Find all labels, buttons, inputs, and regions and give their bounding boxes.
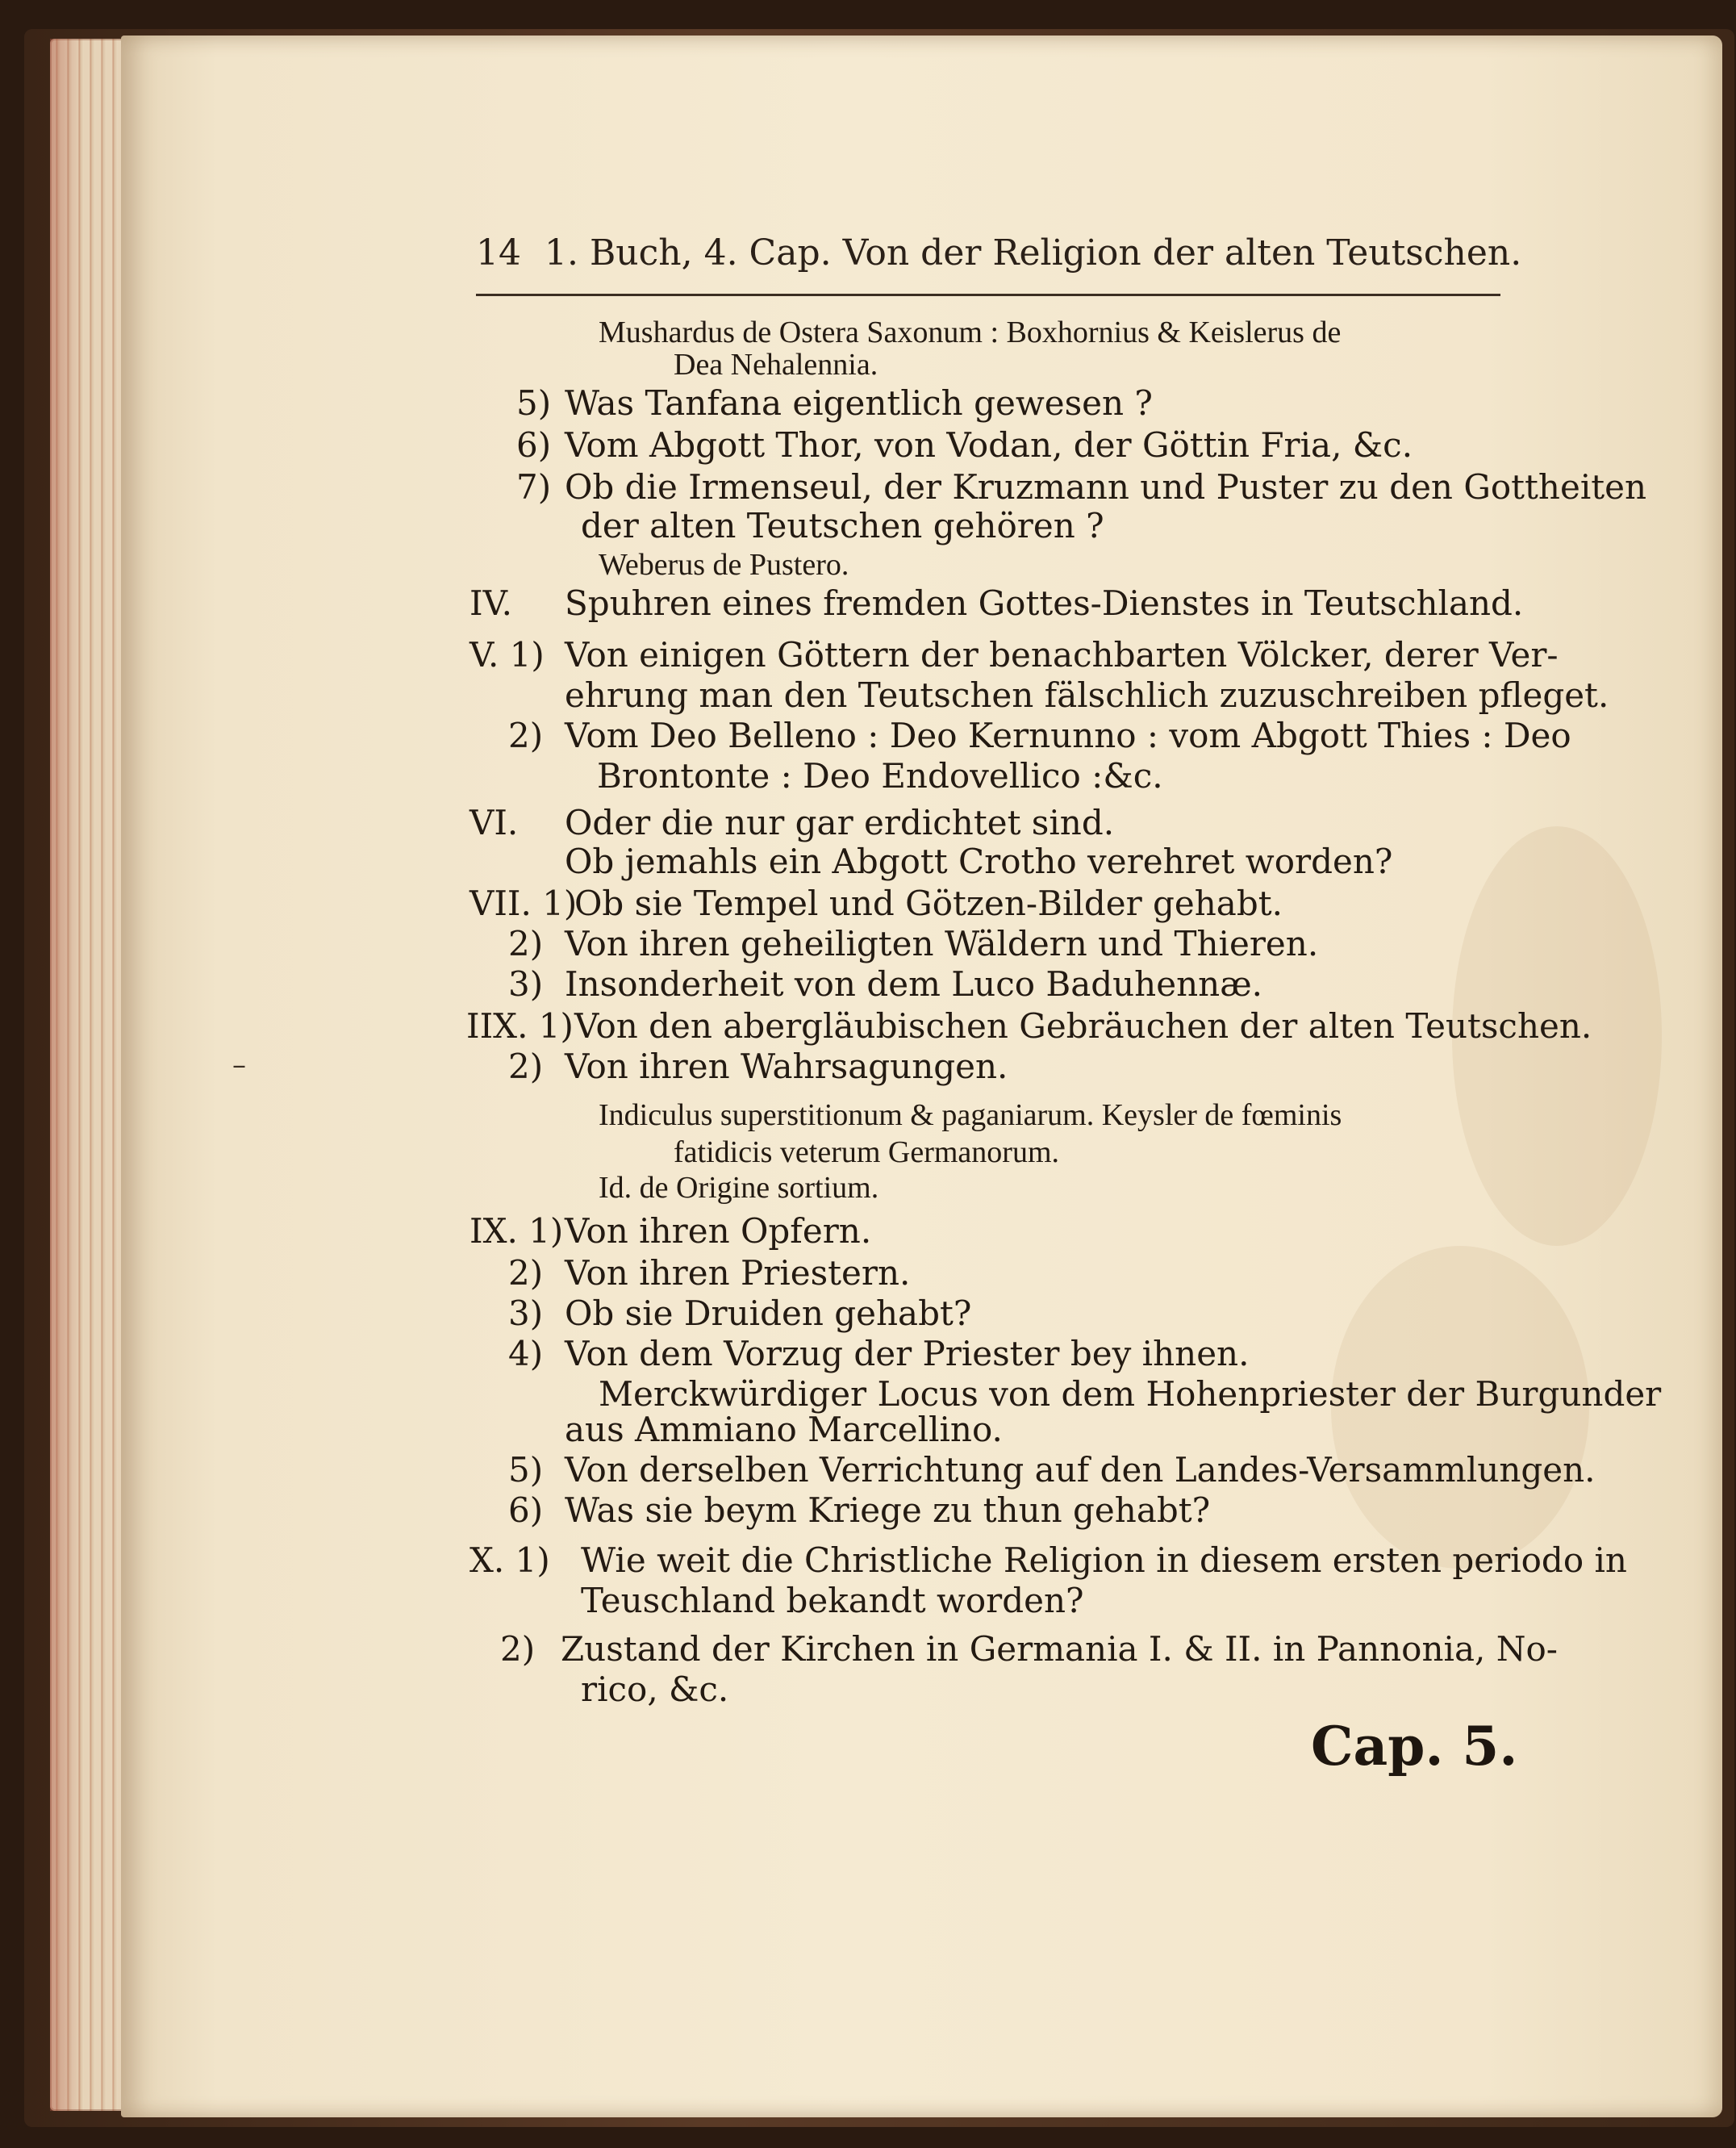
entry-number: 6) <box>516 425 552 465</box>
toc-line: Wie weit die Christliche Religion in diesem ersten periodo in <box>581 1540 1627 1580</box>
running-head <box>476 228 1522 276</box>
margin-mark: – <box>232 1049 246 1081</box>
entry-number: 2) <box>508 716 544 755</box>
toc-line: fatidicis veterum Germanorum. <box>674 1135 1060 1169</box>
toc-line: Weberus de Pustero. <box>599 548 849 582</box>
toc-line: rico, &c. <box>581 1670 729 1709</box>
toc-line: Indiculus superstitionum & paganiarum. Keysler de fœminis <box>599 1098 1342 1132</box>
toc-line: Teuschland bekandt worden? <box>581 1581 1084 1620</box>
toc-line: Von einigen Göttern der benachbarten Völcker, derer Ver- <box>565 635 1559 675</box>
entry-number: 6) <box>508 1490 544 1530</box>
toc-line: Von ihren geheiligten Wäldern und Thieren. <box>565 924 1319 963</box>
toc-line: Von dem Vorzug der Priester bey ihnen. <box>565 1334 1250 1373</box>
toc-line: Spuhren eines fremden Gottes-Dienstes in Teutschland. <box>565 583 1524 623</box>
toc-line: Dea Nehalennia. <box>674 348 878 382</box>
toc-line: Von ihren Wahrsagungen. <box>565 1047 1008 1086</box>
toc-line: aus Ammiano Marcellino. <box>565 1410 1003 1449</box>
running-title: 1. Buch, 4. Cap. Von der Religion der alten Teutschen. <box>545 232 1522 274</box>
entry-number: 2) <box>500 1629 536 1669</box>
toc-line: Ob sie Druiden gehabt? <box>565 1293 972 1333</box>
entry-number: X. 1) <box>469 1540 550 1580</box>
toc-line: Von den abergläubischen Gebräuchen der alten Teutschen. <box>574 1006 1592 1046</box>
toc-line: Id. de Origine sortium. <box>599 1171 879 1205</box>
toc-line: Von derselben Verrichtung auf den Landes-Versammlungen. <box>565 1450 1596 1490</box>
toc-line: der alten Teutschen gehören ? <box>581 506 1104 545</box>
toc-line: ehrung man den Teutschen fälschlich zuzuschreiben pfleget. <box>565 675 1609 715</box>
header-rule <box>476 294 1500 296</box>
toc-line: Ob jemahls ein Abgott Crotho verehret worden? <box>565 842 1393 881</box>
toc-line: Was sie beym Kriege zu thun gehabt? <box>565 1490 1211 1530</box>
toc-line: Von ihren Priestern. <box>565 1253 911 1293</box>
toc-line: Von ihren Opfern. <box>565 1211 872 1251</box>
entry-number: 3) <box>508 1293 544 1333</box>
entry-number: IX. 1) <box>469 1211 564 1251</box>
entry-number: VII. 1) <box>469 884 578 923</box>
toc-line: Vom Deo Belleno : Deo Kernunno : vom Abgott Thies : Deo <box>565 716 1571 755</box>
toc-line: Vom Abgott Thor, von Vodan, der Göttin Fria, &c. <box>565 425 1413 465</box>
entry-number: 3) <box>508 964 544 1004</box>
entry-number: VI. <box>469 803 519 842</box>
page-number: 14 <box>476 232 521 274</box>
toc-line: Zustand der Kirchen in Germania I. & II. in Pannonia, No- <box>561 1629 1558 1669</box>
entry-number: 4) <box>508 1334 544 1373</box>
entry-number: 5) <box>508 1450 544 1490</box>
entry-number: 2) <box>508 1253 544 1293</box>
entry-number: IV. <box>469 583 512 623</box>
toc-line: Merckwürdiger Locus von dem Hohenpriester der Burgunder <box>599 1374 1662 1414</box>
toc-line: Ob die Irmenseul, der Kruzmann und Puster zu den Gottheiten <box>565 467 1647 507</box>
toc-line: Was Tanfana eigentlich gewesen ? <box>565 383 1153 423</box>
catchword: Cap. 5. <box>1311 1715 1518 1778</box>
entry-number: 7) <box>516 467 552 507</box>
entry-number: 2) <box>508 924 544 963</box>
entry-number: 2) <box>508 1047 544 1086</box>
toc-line: Mushardus de Ostera Saxonum : Boxhornius & Keislerus de <box>599 316 1342 349</box>
toc-line: Ob sie Tempel und Götzen-Bilder gehabt. <box>574 884 1283 923</box>
toc-line: Oder die nur gar erdichtet sind. <box>565 803 1115 842</box>
entry-number: V. 1) <box>469 635 545 675</box>
entry-number: 5) <box>516 383 552 423</box>
toc-line: Brontonte : Deo Endovellico :&c. <box>597 756 1163 796</box>
entry-number: IIX. 1) <box>466 1006 574 1046</box>
toc-line: Insonderheit von dem Luco Baduhennæ. <box>565 964 1263 1004</box>
